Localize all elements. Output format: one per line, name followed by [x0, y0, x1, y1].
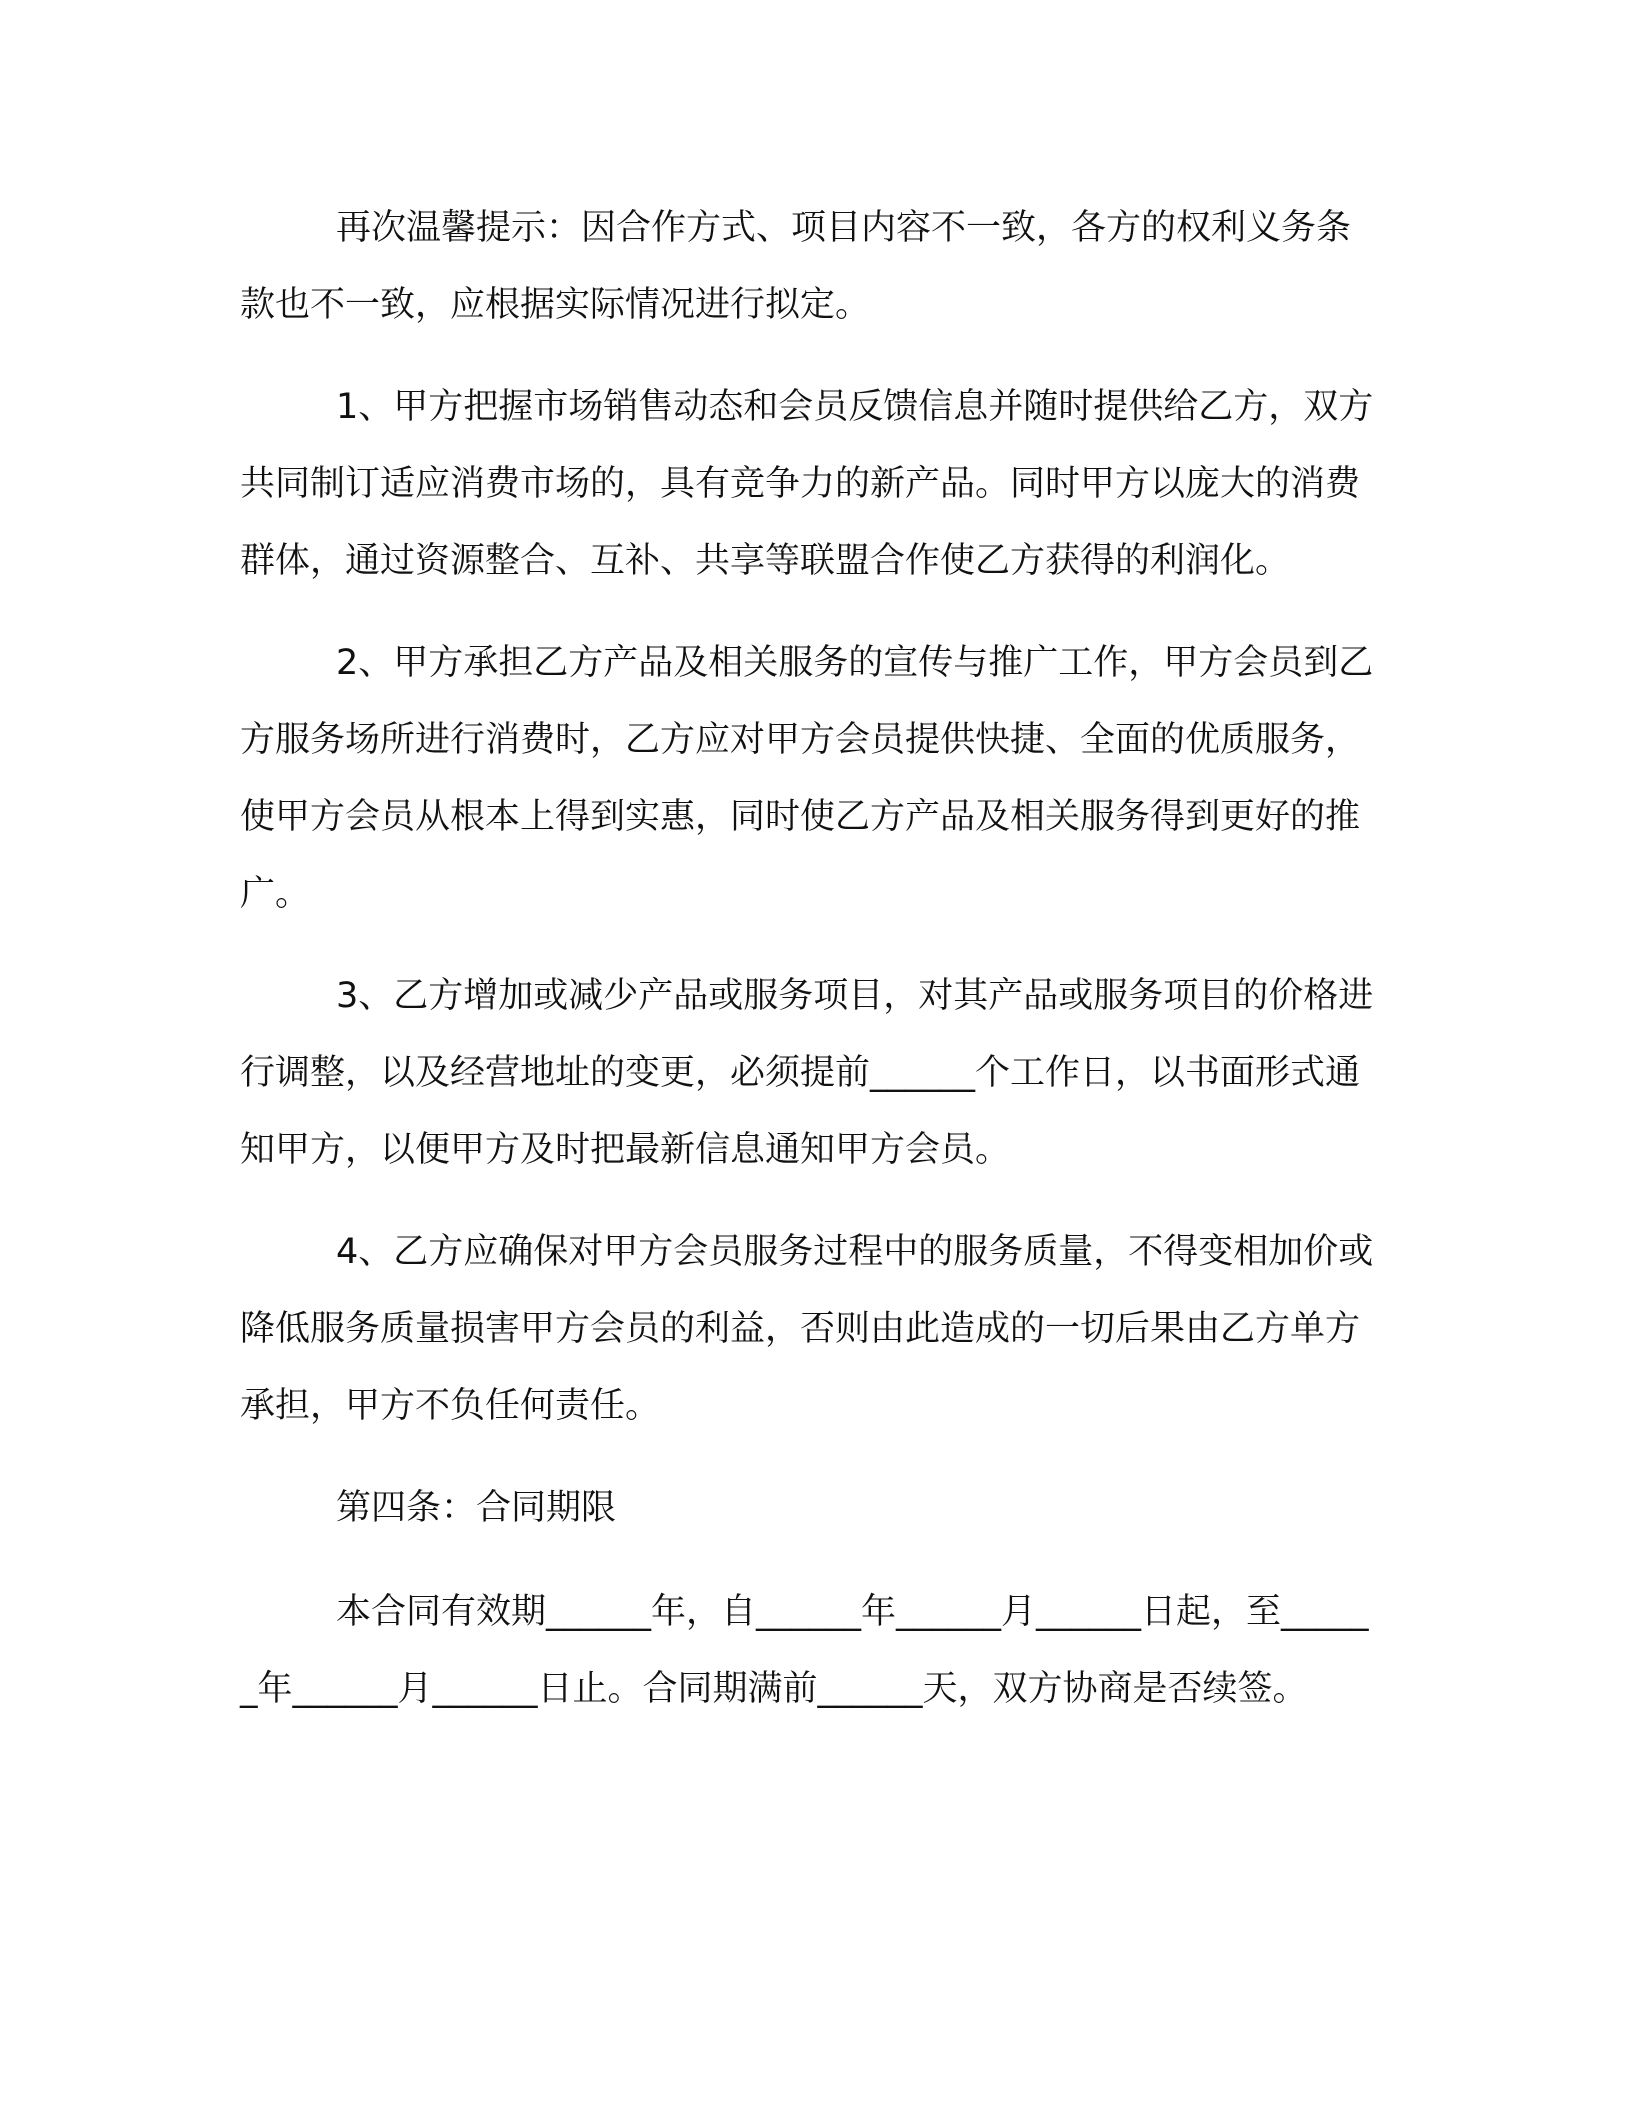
clause-1-paragraph: 1、甲方把握市场销售动态和会员反馈信息并随时提供给乙方，双方共同制订适应消费市场的，具有竞争力的新产品。同时甲方以庞大的消费群体，通过资源整合、互补、共享等联盟合作使乙方获得的利润化。 — [240, 387, 1374, 581]
clause-4-paragraph: 4、乙方应确保对甲方会员服务过程中的服务质量，不得变相加价或降低服务质量损害甲方会员的利益，否则由此造成的一切后果由乙方单方承担，甲方不负任何责任。 — [240, 1232, 1374, 1426]
article-4-heading: 第四条：合同期限 — [336, 1488, 617, 1528]
document-body — [240, 190, 1380, 1753]
clause-3-paragraph: 3、乙方增加或减少产品或服务项目，对其产品或服务项目的价格进行调整，以及经营地址的变更，必须提前______个工作日，以书面形式通知甲方，以便甲方及时把最新信息通知甲方会员。 — [240, 976, 1374, 1170]
reminder-paragraph: 再次温馨提示：因合作方式、项目内容不一致，各方的权利义务条款也不一致，应根据实际情况进行拟定。 — [240, 208, 1352, 325]
clause-2-paragraph: 2、甲方承担乙方产品及相关服务的宣传与推广工作，甲方会员到乙方服务场所进行消费时，乙方应对甲方会员提供快捷、全面的优质服务，使甲方会员从根本上得到实惠，同时使乙方产品及相关服务得到更好的推广。 — [240, 643, 1374, 914]
contract-term-paragraph: 本合同有效期______年，自______年______月______日起，至______年______月______日止。合同期满前______天，双方协商是否续签。 — [240, 1592, 1369, 1709]
